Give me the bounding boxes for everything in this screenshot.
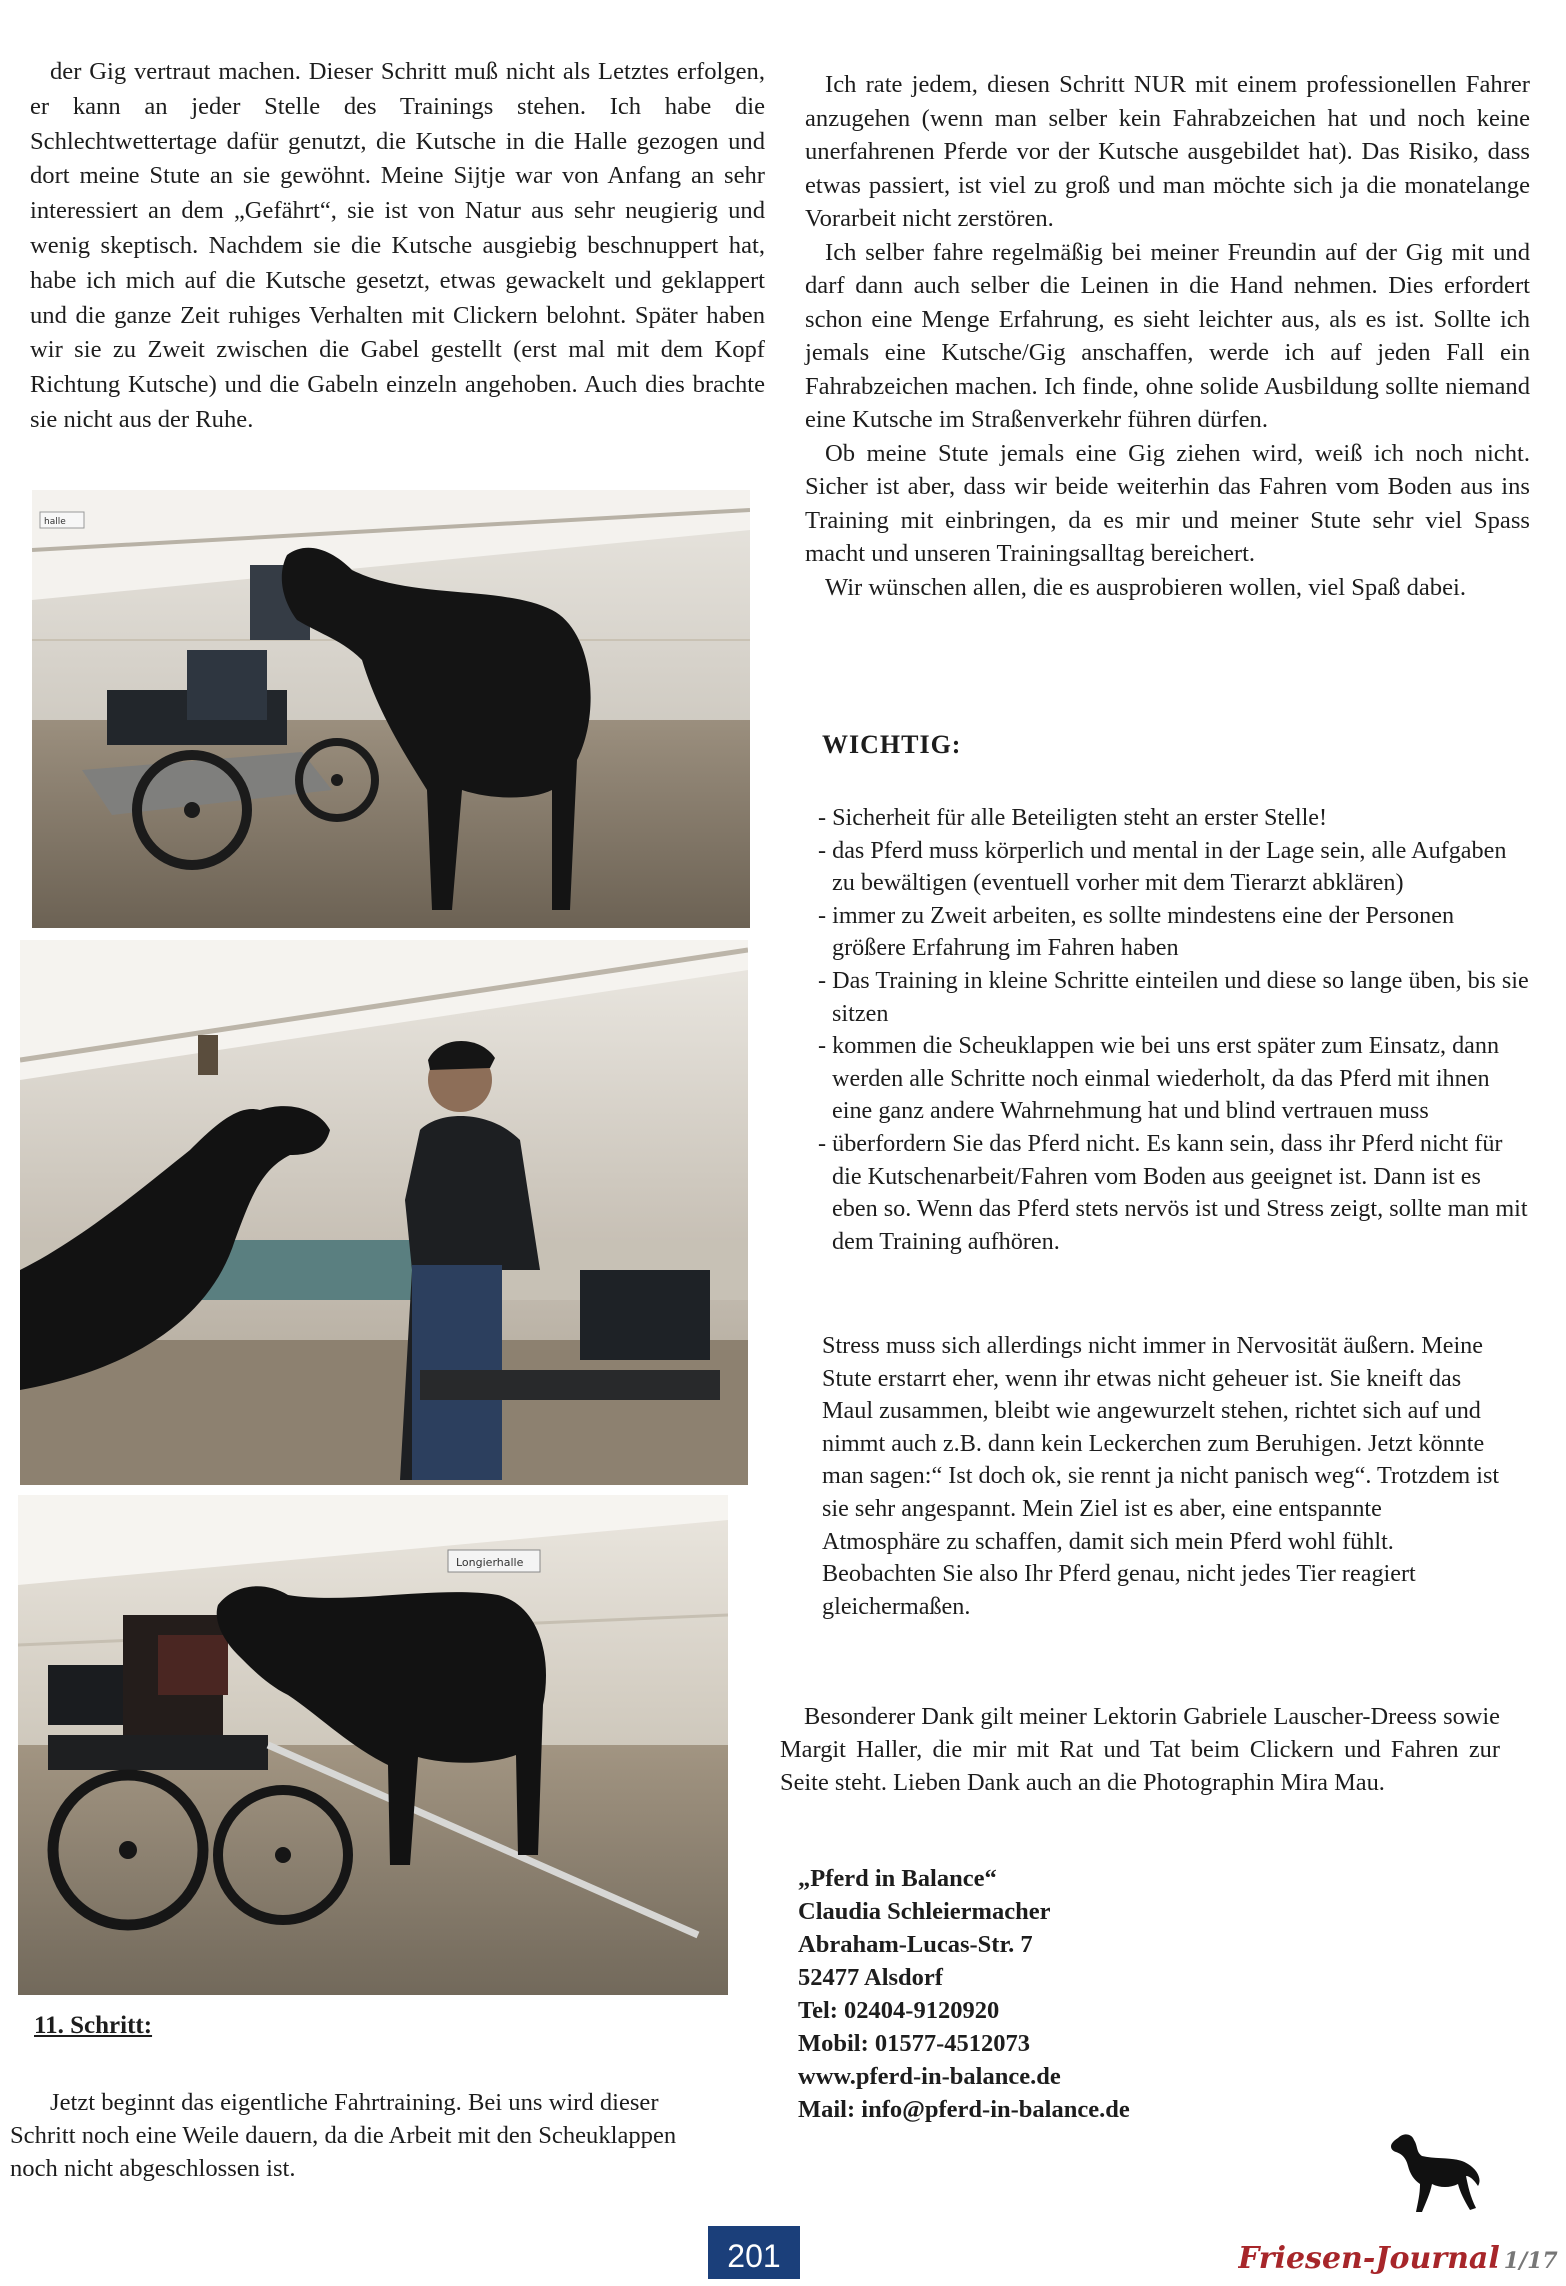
list-item: - immer zu Zweit arbeiten, es sollte mindestens eine der Personen größere Erfahrung im Fahren haben — [818, 901, 1455, 962]
contact-website-link[interactable]: www.pferd-in-balance.de — [798, 2063, 1061, 2090]
contact-email-link[interactable]: Mail: info@pferd-in-balance.de — [798, 2096, 1130, 2123]
important-heading: WICHTIG: — [822, 730, 962, 759]
list-item: - überfordern Sie das Pferd nicht. Es kann sein, dass ihr Pferd nicht für die Kutschenarbeit/Fahren vom Boden aus geeignet ist. Dann ist es eben so. Wenn das Pferd stets nervös ist und Stress zeigt, sollte man mit dem Training aufhören. — [818, 1129, 1528, 1255]
list-item: - Sicherheit für alle Beteiligten steht an erster Stelle! — [818, 804, 1328, 831]
paragraph-future-training: Ob meine Stute jemals eine Gig ziehen wird, weiß ich noch nicht. Sicher ist aber, dass wir beide weiterhin das Fahren vom Boden aus ins Training mit einbringen, da es mir und meiner Stute sehr viel Spass macht und unseren Trainingsalltag bereichert. — [805, 439, 1530, 567]
longierhalle-sign: Longierhalle — [456, 1556, 524, 1569]
intro-paragraph: der Gig vertraut machen. Dieser Schritt muß nicht als Letztes erfolgen, er kann an jeder Stelle des Trainings stehen. Ich habe die Schlechtwettertage dafür genutzt, die Kutsche in die Halle gezogen und dort meine Stute an sie gewöhnt. Meine Sijtje war von Anfang an sehr interessiert an dem „Gefährt“, sie ist von Natur aus sehr neugierig und wenig skeptisch. Nachdem sie die Kutsche ausgiebig beschnuppert hat, habe ich mich auf die Kutsche gesetzt, etwas gewackelt und geklappert und die ganze Zeit ruhiges Verhalten mit Clickern belohnt. Später haben wir sie zu Zweit zwischen die Gabel gestellt (erst mal mit dem Kopf Richtung Kutsche) und die Gabeln einzeln angehoben. Auch dies brachte sie nicht aus der Ruhe. — [30, 58, 765, 433]
list-item: - kommen die Scheuklappen wie bei uns erst später zum Einsatz, dann werden alle Schritte noch einmal wiederholt, da das Pferd mit ihnen eine ganz andere Wahrnehmung hat und blind vertrauen muss — [818, 1032, 1500, 1125]
horse-logo-icon — [1378, 2130, 1486, 2216]
contact-city: 52477 Alsdorf — [798, 1964, 943, 1991]
step-heading: 11. Schritt: — [34, 2012, 153, 2039]
contact-phone: Tel: 02404-9120920 — [798, 1997, 1000, 2024]
photo-horse-sniffing-carriage — [32, 490, 750, 928]
hall-sign: halle — [44, 517, 66, 527]
list-item: - das Pferd muss körperlich und mental in der Lage sein, alle Aufgaben zu bewältigen (eventuell vorher mit dem Tierarzt abklären) — [818, 836, 1507, 897]
stress-note: Stress muss sich allerdings nicht immer in Nervosität äußern. Meine Stute erstarrt eher, wenn ihr etwas nicht geheuer ist. Sie kneift das Maul zusammen, bleibt wie angewurzelt stehen, richtet sich auf und nimmt auch z.B. dann kein Leckerchen zum Beruhigen. Jetzt könnte man sagen:“ Ist doch ok, sie rennt ja nicht panisch weg“. Trotzdem ist sie sehr angespannt. Mein Ziel ist es aber, eine entspannte Atmosphäre zu schaffen, damit sich mein Pferd wohl fühlt. Beobachten Sie also Ihr Pferd genau, nicht jedes Tier reagiert gleichermaßen. — [822, 1332, 1500, 1620]
acknowledgements: Besonderer Dank gilt meiner Lektorin Gabriele Lauscher-Dreess sowie Margit Haller, die mir mit Rat und Tat beim Clickern und Fahren zur Seite steht. Lieben Dank auch an die Photographin Mira Mau. — [780, 1703, 1500, 1796]
paragraph-driving-experience: Ich selber fahre regelmäßig bei meiner Freundin auf der Gig mit und darf dann auch selber die Leinen in die Hand nehmen. Dies erfordert schon eine Menge Erfahrung, es sieht leichter aus, als es ist. Sollte ich jemals eine Kutsche/Gig anschaffen, werde ich auf jeden Fall ein Fahrabzeichen machen. Ich finde, ohne solide Ausbildung sollte niemand eine Kutsche im Straßenverkehr führen dürfen. — [805, 238, 1530, 433]
magazine-logo — [1238, 2238, 1566, 2279]
contact-org: „Pferd in Balance“ — [798, 1865, 997, 1892]
contact-name: Claudia Schleiermacher — [798, 1898, 1051, 1925]
step-text: Jetzt beginnt das eigentliche Fahrtraining. Bei uns wird dieser Schritt noch eine Weile dauern, da die Arbeit mit den Scheuklappen noch nicht abgeschlossen ist. — [10, 2089, 677, 2182]
right-column — [805, 68, 1530, 604]
left-column — [30, 55, 765, 438]
paragraph-professional-driver: Ich rate jedem, diesen Schritt NUR mit einem professionellen Fahrer anzugehen (wenn man selber kein Fahrabzeichen hat und noch keine unerfahrenen Pferde vor der Kutsche ausgebildet hat). Das Risiko, dass etwas passiert, ist viel zu groß und man möchte sich ja die monatelange Vorarbeit nicht zerstören. — [805, 71, 1530, 232]
contact-block — [798, 1862, 1278, 2126]
contact-mobile: Mobil: 01577-4512073 — [798, 2030, 1031, 2057]
photo-woman-with-horse — [20, 940, 748, 1485]
page-number-badge: 201 — [708, 2226, 800, 2279]
important-list — [818, 802, 1530, 1258]
magazine-title: Friesen-Journal — [1238, 2241, 1500, 2276]
paragraph-wishes: Wir wünschen allen, die es ausprobieren wollen, viel Spaß dabei. — [825, 573, 1466, 601]
magazine-issue: 1/17 — [1503, 2248, 1558, 2274]
photo-horse-at-carriage-shafts — [18, 1495, 728, 1995]
contact-street: Abraham-Lucas-Str. 7 — [798, 1931, 1033, 1958]
list-item: - Das Training in kleine Schritte einteilen und diese so lange üben, bis sie sitzen — [818, 966, 1529, 1027]
